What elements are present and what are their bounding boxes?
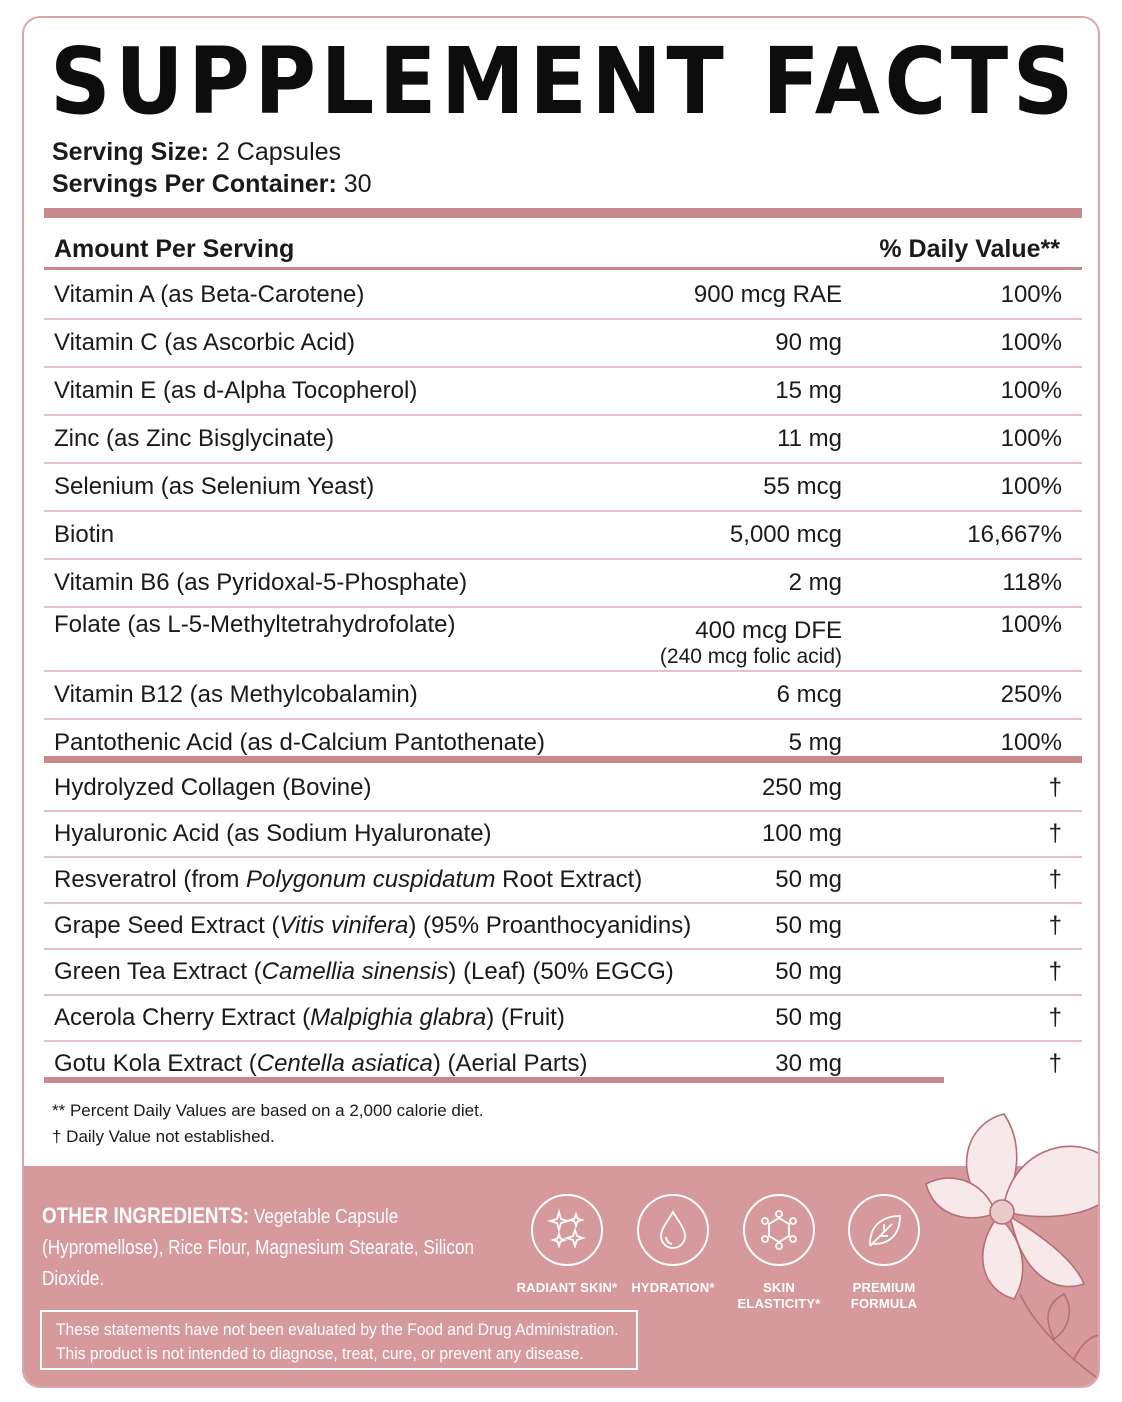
ingredient-amount: 30 mg bbox=[775, 1050, 842, 1077]
ingredient-name-suffix: ) (Leaf) (50% EGCG) bbox=[448, 958, 674, 985]
disclaimer-line-1: These statements have not been evaluated by the Food and Drug Administration. bbox=[56, 1320, 619, 1339]
ingredient-row bbox=[44, 950, 1082, 996]
nutrient-daily-value: 100% bbox=[1000, 377, 1062, 404]
dagger-mark: † bbox=[1048, 1050, 1062, 1077]
ingredient-amount: 50 mg bbox=[775, 866, 842, 893]
ingredient-name bbox=[54, 812, 492, 856]
ingredient-name-text: Resveratrol (from bbox=[54, 866, 247, 893]
nutrient-amount bbox=[789, 560, 842, 606]
nutrient-name: Vitamin B12 (as Methylcobalamin) bbox=[54, 681, 418, 708]
nutrient-name: Biotin bbox=[54, 521, 115, 548]
serving-size-label: Serving Size: bbox=[52, 138, 209, 166]
ingredient-name-text: Grape Seed Extract ( bbox=[54, 912, 280, 939]
nutrient-row bbox=[44, 464, 1082, 512]
amount-value: 2 mg bbox=[788, 569, 842, 596]
amount-per-serving-header: Amount Per Serving bbox=[54, 235, 295, 263]
ingredient-name-text: Hydrolyzed Collagen (Bovine) bbox=[54, 774, 372, 801]
nutrient-row bbox=[44, 512, 1082, 560]
other-ingredients bbox=[42, 1200, 524, 1295]
ingredient-row bbox=[44, 812, 1082, 858]
fda-disclaimer bbox=[40, 1310, 638, 1370]
nutrient-row bbox=[44, 320, 1082, 368]
nutrient-row bbox=[44, 272, 1082, 320]
badge-skin-elasticity bbox=[724, 1194, 834, 1312]
amount-value: 55 mcg bbox=[763, 473, 842, 500]
ingredient-name-text: Gotu Kola Extract ( bbox=[54, 1050, 257, 1077]
thick-divider-bottom bbox=[44, 1077, 944, 1083]
ingredient-name-text: Hyaluronic Acid (as Sodium Hyaluronate) bbox=[54, 820, 492, 847]
nutrient-name: Vitamin C (as Ascorbic Acid) bbox=[54, 329, 355, 356]
flower-illustration bbox=[924, 1084, 1100, 1384]
panel-title: SUPPLEMENT FACTS bbox=[50, 28, 1079, 135]
dagger-footnote: † Daily Value not established. bbox=[52, 1127, 275, 1146]
amount-value: 5,000 mcg bbox=[729, 521, 842, 548]
ingredient-name bbox=[54, 904, 691, 948]
nutrient-amount bbox=[775, 368, 842, 414]
ingredient-name bbox=[54, 766, 371, 810]
dagger-mark: † bbox=[1048, 820, 1062, 847]
blend-table bbox=[44, 766, 1082, 1086]
nutrient-row bbox=[44, 608, 1082, 672]
ingredient-amount: 250 mg bbox=[761, 774, 842, 801]
droplet-icon bbox=[637, 1194, 709, 1266]
other-ingredients-label: OTHER INGREDIENTS: bbox=[42, 1203, 250, 1228]
ingredient-name-suffix: ) (Fruit) bbox=[486, 1004, 565, 1031]
nutrient-daily-value: 100% bbox=[1000, 425, 1062, 452]
other-ingredients-text: Vegetable Capsule (Hypromellose), Rice Flour, Magnesium Stearate, Silicon Dioxide. bbox=[42, 1206, 475, 1290]
ingredient-latin-name: Camellia sinensis bbox=[261, 958, 449, 985]
ingredient-latin-name: Malpighia glabra bbox=[310, 1004, 487, 1031]
supplement-facts-panel bbox=[22, 16, 1100, 1388]
amount-value: 400 mcg DFE bbox=[695, 617, 842, 644]
nutrient-row bbox=[44, 560, 1082, 608]
ingredient-name-text: Acerola Cherry Extract ( bbox=[54, 1004, 311, 1031]
nutrient-daily-value: 16,667% bbox=[967, 521, 1062, 548]
nutrient-daily-value: 118% bbox=[1002, 569, 1062, 596]
disclaimer-line-2: This product is not intended to diagnose, treat, cure, or prevent any disease. bbox=[56, 1344, 584, 1363]
badge-label: SKIN ELASTICITY* bbox=[737, 1280, 821, 1311]
dagger-mark: † bbox=[1048, 774, 1062, 801]
ingredient-amount: 100 mg bbox=[761, 820, 842, 847]
badge-hydration bbox=[618, 1194, 728, 1296]
dv-footnote: ** Percent Daily Values are based on a 2,000 calorie diet. bbox=[52, 1101, 484, 1120]
amount-value: 15 mg bbox=[775, 377, 842, 404]
dagger-mark: † bbox=[1048, 912, 1062, 939]
amount-value: 11 mg bbox=[777, 425, 842, 452]
ingredient-name bbox=[54, 996, 565, 1040]
badge-label: RADIANT SKIN* bbox=[516, 1280, 618, 1295]
ingredient-row bbox=[44, 904, 1082, 950]
servings-per-container-label: Servings Per Container: bbox=[52, 170, 337, 198]
ingredient-latin-name: Centella asiatica bbox=[256, 1050, 433, 1077]
nutrient-daily-value: 100% bbox=[1000, 281, 1062, 308]
nutrient-daily-value: 100% bbox=[1000, 329, 1062, 356]
nutrient-amount bbox=[660, 618, 842, 670]
ingredient-row bbox=[44, 766, 1082, 812]
badge-radiant-skin bbox=[512, 1194, 622, 1296]
nutrient-name: Selenium (as Selenium Yeast) bbox=[54, 473, 375, 500]
ingredient-name bbox=[54, 858, 642, 902]
nutrient-daily-value: 100% bbox=[1000, 473, 1062, 500]
header-divider bbox=[44, 267, 1082, 270]
nutrient-daily-value: 250% bbox=[1000, 681, 1062, 708]
nutrient-row bbox=[44, 368, 1082, 416]
nutrient-name: Pantothenic Acid (as d-Calcium Pantothenate) bbox=[54, 729, 545, 756]
amount-value: 90 mg bbox=[775, 329, 842, 356]
serving-size-value: 2 Capsules bbox=[215, 138, 342, 166]
amount-value: 5 mg bbox=[788, 729, 842, 756]
ingredient-amount: 50 mg bbox=[775, 958, 842, 985]
amount-value: 6 mcg bbox=[776, 681, 842, 708]
ingredient-amount: 50 mg bbox=[775, 912, 842, 939]
nutrient-row bbox=[44, 416, 1082, 464]
servings-per-container bbox=[52, 169, 372, 199]
ingredient-name-suffix: ) (Aerial Parts) bbox=[432, 1050, 588, 1077]
ingredient-latin-name: Polygonum cuspidatum bbox=[246, 866, 496, 893]
nutrient-amount bbox=[763, 464, 842, 510]
nutrient-amount bbox=[694, 272, 842, 318]
badge-label: HYDRATION* bbox=[631, 1280, 715, 1295]
servings-per-container-value: 30 bbox=[343, 170, 372, 198]
ingredient-latin-name: Vitis vinifera bbox=[279, 912, 409, 939]
thick-divider-middle bbox=[44, 756, 1082, 763]
molecule-icon bbox=[743, 1194, 815, 1266]
vitamin-table bbox=[44, 272, 1082, 766]
leaf-icon bbox=[848, 1194, 920, 1266]
nutrient-daily-value: 100% bbox=[1000, 729, 1062, 756]
dagger-mark: † bbox=[1048, 958, 1062, 985]
thick-divider-top bbox=[44, 208, 1082, 218]
serving-size bbox=[52, 137, 341, 167]
badge-premium-formula bbox=[829, 1194, 939, 1312]
ingredient-name-suffix: Root Extract) bbox=[495, 866, 643, 893]
nutrient-name: Vitamin E (as d-Alpha Tocopherol) bbox=[54, 377, 418, 404]
daily-value-header: % Daily Value** bbox=[879, 235, 1060, 263]
amount-value: 900 mcg RAE bbox=[693, 281, 842, 308]
dagger-mark: † bbox=[1048, 866, 1062, 893]
ingredient-name bbox=[54, 950, 674, 994]
badge-label: PREMIUM FORMULA bbox=[850, 1280, 918, 1311]
ingredient-row bbox=[44, 996, 1082, 1042]
nutrient-amount bbox=[777, 672, 842, 718]
nutrient-daily-value: 100% bbox=[1000, 611, 1062, 638]
nutrient-amount bbox=[775, 320, 842, 366]
nutrient-amount bbox=[777, 416, 842, 462]
nutrient-row bbox=[44, 672, 1082, 720]
nutrient-name: Zinc (as Zinc Bisglycinate) bbox=[54, 425, 335, 452]
ingredient-amount: 50 mg bbox=[775, 1004, 842, 1031]
nutrient-amount bbox=[730, 512, 842, 558]
nutrient-name: Folate (as L-5-Methyltetrahydrofolate) bbox=[54, 611, 456, 638]
sparkle-icon bbox=[531, 1194, 603, 1266]
ingredient-name-suffix: ) (95% Proanthocyanidins) bbox=[408, 912, 692, 939]
dagger-mark: † bbox=[1048, 1004, 1062, 1031]
amount-note: (240 mcg folic acid) bbox=[659, 645, 842, 668]
nutrient-name: Vitamin B6 (as Pyridoxal-5-Phosphate) bbox=[54, 569, 468, 596]
nutrient-name: Vitamin A (as Beta-Carotene) bbox=[54, 281, 365, 308]
ingredient-row bbox=[44, 858, 1082, 904]
ingredient-name-text: Green Tea Extract ( bbox=[54, 958, 262, 985]
